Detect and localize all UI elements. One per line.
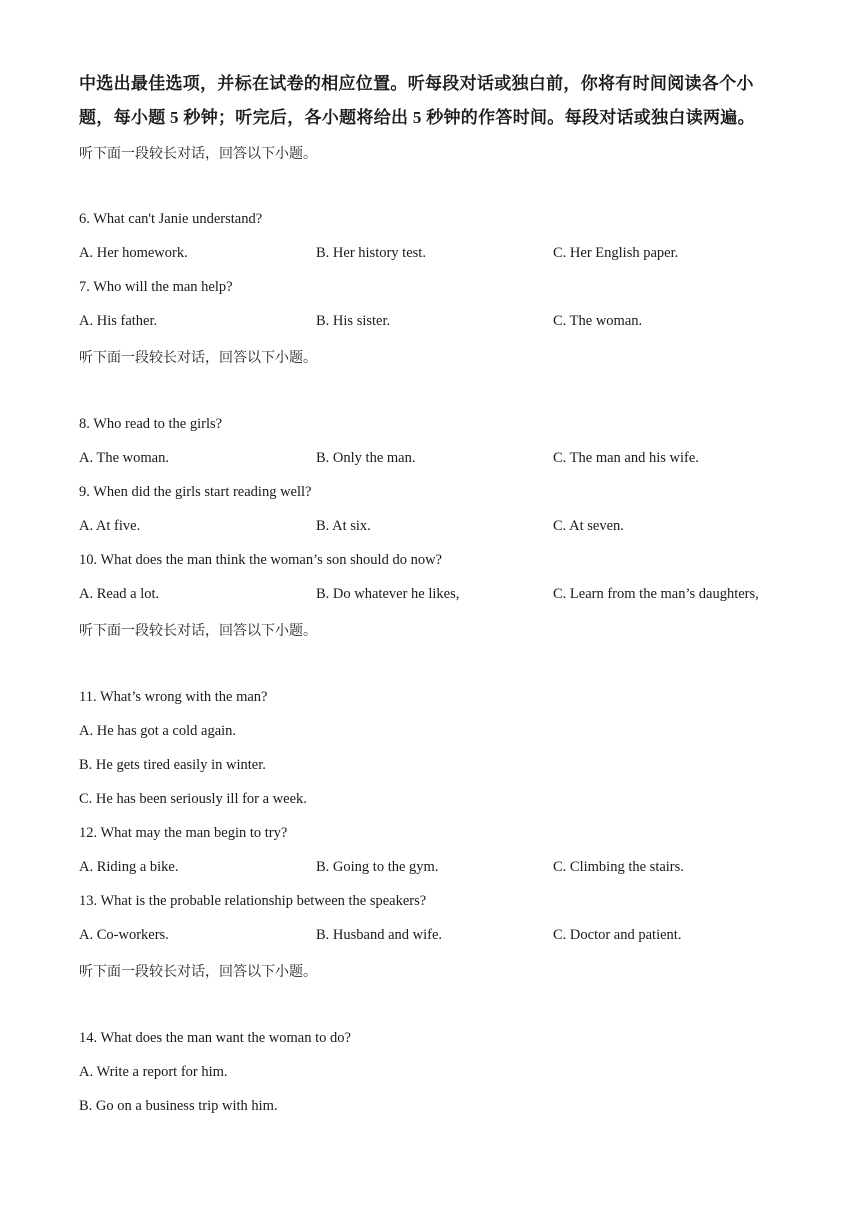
question-10-option-b: B. Do whatever he likes, [316,586,460,602]
question-10: 10. What does the man think the woman’s son should do now? [79,552,442,568]
question-7-option-a: A. His father. [79,313,158,329]
question-9-option-b: B. At six. [316,518,371,534]
question-7: 7. Who will the man help? [79,279,233,295]
question-12-option-b: B. Going to the gym. [316,859,439,875]
question-12-option-a: A. Riding a bike. [79,859,179,875]
question-8-option-b: B. Only the man. [316,450,416,466]
instructions-line-2: 题，每小题 5 秒钟；听完后，各小题将给出 5 秒钟的作答时间。每段对话或独白读两遍。 [79,108,755,127]
question-13-option-a: A. Co-workers. [79,927,169,943]
question-13-option-b: B. Husband and wife. [316,927,443,943]
question-14: 14. What does the man want the woman to do? [79,1030,351,1046]
question-10-option-c: C. Learn from the man’s daughters, [553,586,759,602]
instructions-paragraph [79,67,779,135]
section-heading: 听下面一段较长对话，回答以下小题。 [79,623,317,639]
question-9-option-c: C. At seven. [553,518,624,534]
question-11-option-c: C. He has been seriously ill for a week. [79,791,307,807]
question-7-option-c: C. The woman. [553,313,643,329]
question-8-option-a: A. The woman. [79,450,169,466]
question-13: 13. What is the probable relationship between the speakers? [79,893,427,909]
question-13-option-c: C. Doctor and patient. [553,927,682,943]
section-heading: 听下面一段较长对话，回答以下小题。 [79,964,317,980]
question-11-option-a: A. He has got a cold again. [79,723,237,739]
section-heading: 听下面一段较长对话，回答以下小题。 [79,146,317,162]
question-11-option-b: B. He gets tired easily in winter. [79,757,266,773]
section-heading: 听下面一段较长对话，回答以下小题。 [79,350,317,366]
question-9: 9. When did the girls start reading well? [79,484,312,500]
question-8-option-c: C. The man and his wife. [553,450,699,466]
instructions-line-1: 中选出最佳选项，并标在试卷的相应位置。听每段对话或独白前，你将有时间阅读各个小 [79,74,754,93]
question-6-option-b: B. Her history test. [316,245,426,261]
question-9-option-a: A. At five. [79,518,141,534]
question-6-option-a: A. Her homework. [79,245,188,261]
question-14-option-a: A. Write a report for him. [79,1064,228,1080]
question-12: 12. What may the man begin to try? [79,825,288,841]
question-12-option-c: C. Climbing the stairs. [553,859,684,875]
question-14-option-b: B. Go on a business trip with him. [79,1098,278,1114]
question-6-option-c: C. Her English paper. [553,245,679,261]
question-11: 11. What’s wrong with the man? [79,689,268,705]
question-8: 8. Who read to the girls? [79,416,223,432]
question-10-option-a: A. Read a lot. [79,586,160,602]
question-7-option-b: B. His sister. [316,313,391,329]
question-6: 6. What can't Janie understand? [79,211,263,227]
